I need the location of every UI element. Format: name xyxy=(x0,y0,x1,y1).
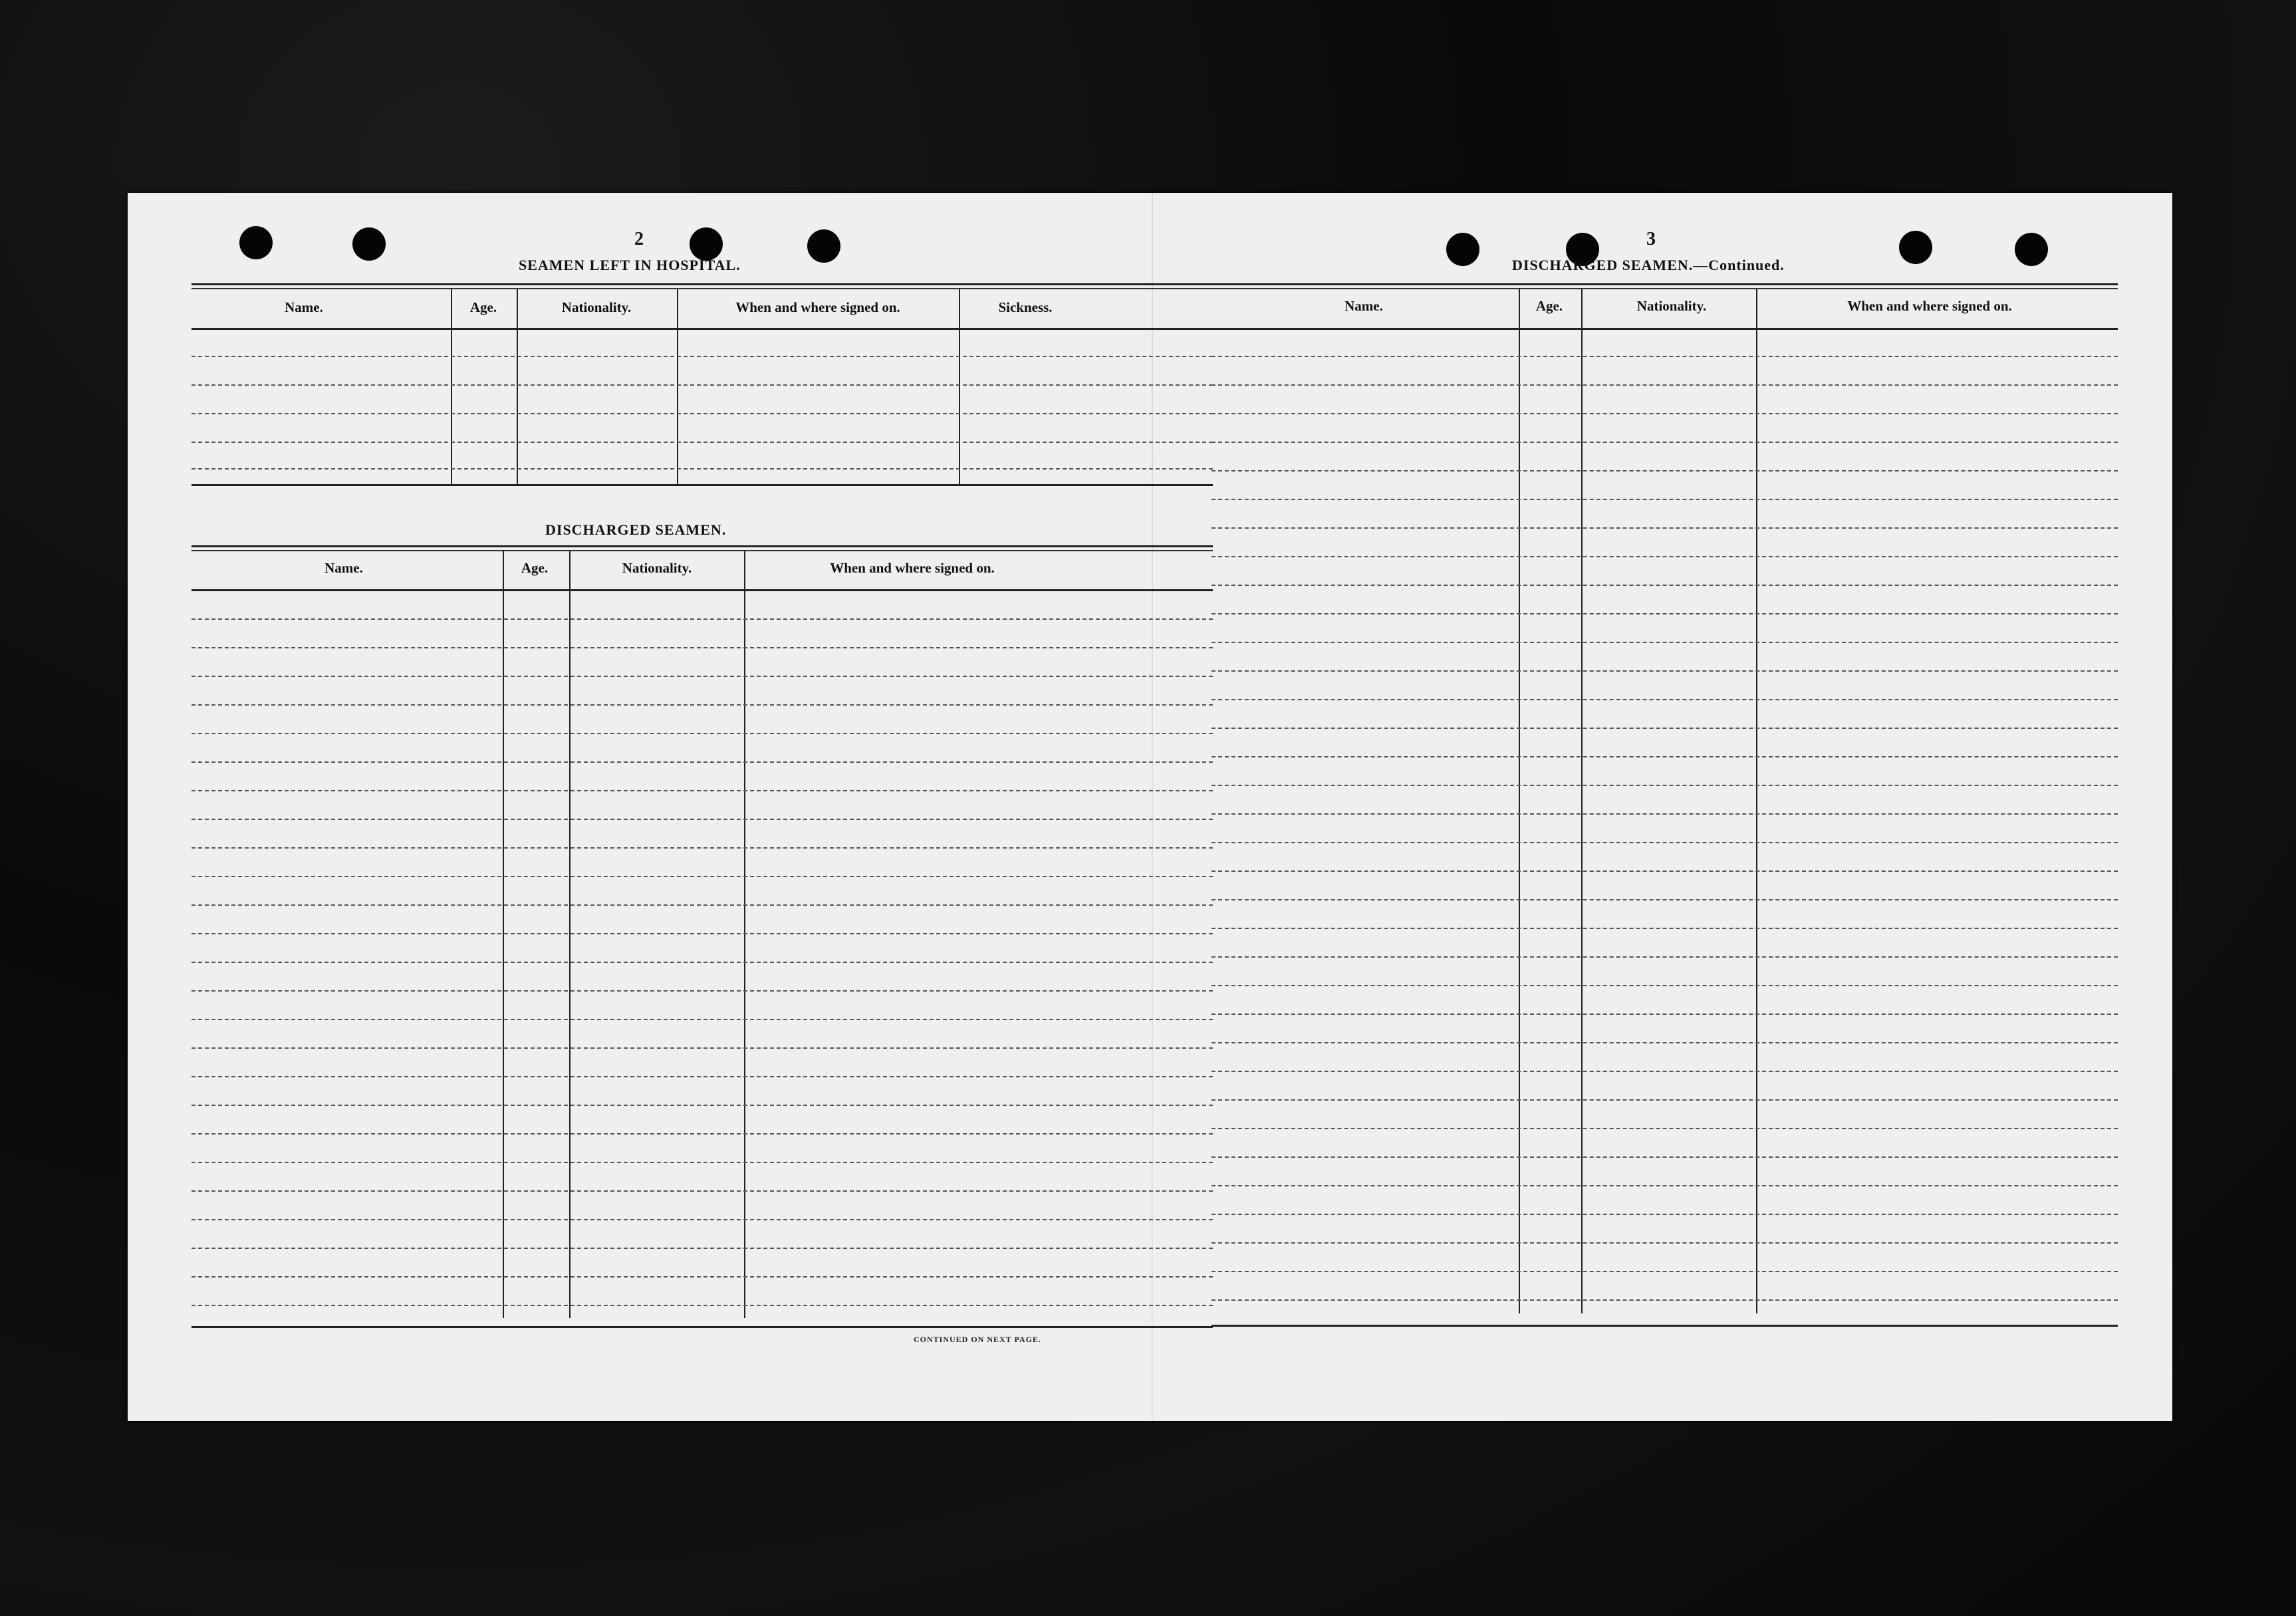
page-fold xyxy=(1152,193,1153,1421)
entry-line xyxy=(1212,670,2118,672)
entry-line xyxy=(1212,442,2118,443)
continued-note: CONTINUED ON NEXT PAGE. xyxy=(914,1335,1041,1344)
entry-line xyxy=(191,1162,1213,1163)
entry-line xyxy=(191,413,1213,414)
table-rule xyxy=(191,288,1213,289)
entry-line xyxy=(1212,613,2118,614)
entry-line xyxy=(191,819,1213,820)
punch-hole xyxy=(352,227,386,261)
entry-line xyxy=(191,618,1213,620)
entry-line xyxy=(191,384,1213,386)
entry-line xyxy=(191,647,1213,648)
entry-line xyxy=(191,876,1213,877)
entry-line xyxy=(191,1133,1213,1135)
column-header-nationality: Nationality. xyxy=(1636,298,1707,314)
entry-line xyxy=(1212,1214,2118,1215)
column-divider xyxy=(451,288,452,484)
entry-line xyxy=(191,1276,1213,1278)
entry-line xyxy=(191,1019,1213,1020)
entry-line xyxy=(1212,1271,2118,1272)
entry-line xyxy=(1212,356,2118,357)
entry-line xyxy=(191,356,1213,357)
column-header-signed-on: When and where signed on. xyxy=(830,560,995,576)
page-number: 2 xyxy=(634,229,644,249)
entry-line xyxy=(191,1076,1213,1077)
entry-line xyxy=(1212,985,2118,986)
hospital-section-title: SEAMEN LEFT IN HOSPITAL. xyxy=(519,257,741,273)
entry-line xyxy=(1212,585,2118,586)
table-rule xyxy=(191,328,1213,330)
entry-line xyxy=(191,847,1213,849)
entry-line xyxy=(191,1190,1213,1192)
entry-line xyxy=(1212,384,2118,386)
column-header-signed-on: When and where signed on. xyxy=(735,299,900,315)
entry-line xyxy=(191,1105,1213,1106)
entry-line xyxy=(191,1248,1213,1249)
table-rule xyxy=(1212,1325,2118,1327)
punch-hole xyxy=(1899,231,1932,264)
entry-line xyxy=(1212,556,2118,557)
entry-line xyxy=(1212,1013,2118,1015)
page-number: 3 xyxy=(1646,229,1656,249)
column-divider xyxy=(677,288,678,484)
column-header-age: Age. xyxy=(521,560,549,576)
column-header-name: Name. xyxy=(324,560,363,576)
table-rule xyxy=(191,589,1213,591)
entry-line xyxy=(1212,871,2118,872)
entry-line xyxy=(1212,813,2118,815)
entry-line xyxy=(1212,699,2118,700)
entry-line xyxy=(1212,899,2118,900)
entry-line xyxy=(1212,1242,2118,1244)
entry-line xyxy=(1212,1099,2118,1101)
entry-line xyxy=(1212,642,2118,643)
entry-line xyxy=(1212,413,2118,414)
entry-line xyxy=(1212,1128,2118,1129)
form-sheet xyxy=(128,193,2172,1421)
entry-line xyxy=(191,468,1213,470)
table-rule xyxy=(1212,283,2118,285)
entry-line xyxy=(191,676,1213,677)
entry-line xyxy=(191,1219,1213,1220)
column-divider xyxy=(517,288,518,484)
column-header-sickness: Sickness. xyxy=(998,299,1053,315)
column-header-age: Age. xyxy=(1535,298,1563,314)
entry-line xyxy=(1212,728,2118,729)
table-rule xyxy=(191,484,1213,486)
column-header-signed-on: When and where signed on. xyxy=(1847,298,2012,314)
punch-hole xyxy=(690,227,723,261)
entry-line xyxy=(1212,1299,2118,1301)
entry-line xyxy=(1212,785,2118,786)
table-rule xyxy=(191,550,1213,551)
punch-hole xyxy=(239,226,273,259)
entry-line xyxy=(191,704,1213,706)
entry-line xyxy=(1212,842,2118,843)
entry-line xyxy=(1212,470,2118,471)
table-rule xyxy=(191,545,1213,547)
entry-line xyxy=(1212,527,2118,529)
entry-line xyxy=(191,990,1213,992)
table-rule xyxy=(191,283,1213,285)
entry-line xyxy=(1212,1156,2118,1158)
table-rule xyxy=(1212,288,2118,289)
entry-line xyxy=(1212,956,2118,958)
entry-line xyxy=(1212,1042,2118,1043)
entry-line xyxy=(191,761,1213,763)
column-header-age: Age. xyxy=(469,299,497,315)
entry-line xyxy=(191,962,1213,963)
discharged-section-title: DISCHARGED SEAMEN. xyxy=(545,521,727,538)
column-header-name: Name. xyxy=(1344,298,1383,314)
punch-hole xyxy=(2015,233,2048,266)
entry-line xyxy=(191,442,1213,443)
column-header-name: Name. xyxy=(285,299,323,315)
column-header-nationality: Nationality. xyxy=(622,560,692,576)
table-rule xyxy=(191,1326,1213,1328)
entry-line xyxy=(191,733,1213,734)
entry-line xyxy=(191,790,1213,791)
punch-hole xyxy=(807,229,840,263)
entry-line xyxy=(191,933,1213,934)
entry-line xyxy=(1212,499,2118,500)
entry-line xyxy=(1212,1071,2118,1072)
entry-line xyxy=(1212,1185,2118,1186)
table-rule xyxy=(1212,328,2118,330)
entry-line xyxy=(191,1305,1213,1306)
column-divider xyxy=(959,288,960,484)
entry-line xyxy=(1212,928,2118,929)
entry-line xyxy=(191,904,1213,906)
column-header-nationality: Nationality. xyxy=(561,299,632,315)
entry-line xyxy=(1212,756,2118,757)
punch-hole xyxy=(1446,233,1479,266)
entry-line xyxy=(191,1047,1213,1049)
discharged-continued-title: DISCHARGED SEAMEN.—Continued. xyxy=(1512,257,1785,273)
